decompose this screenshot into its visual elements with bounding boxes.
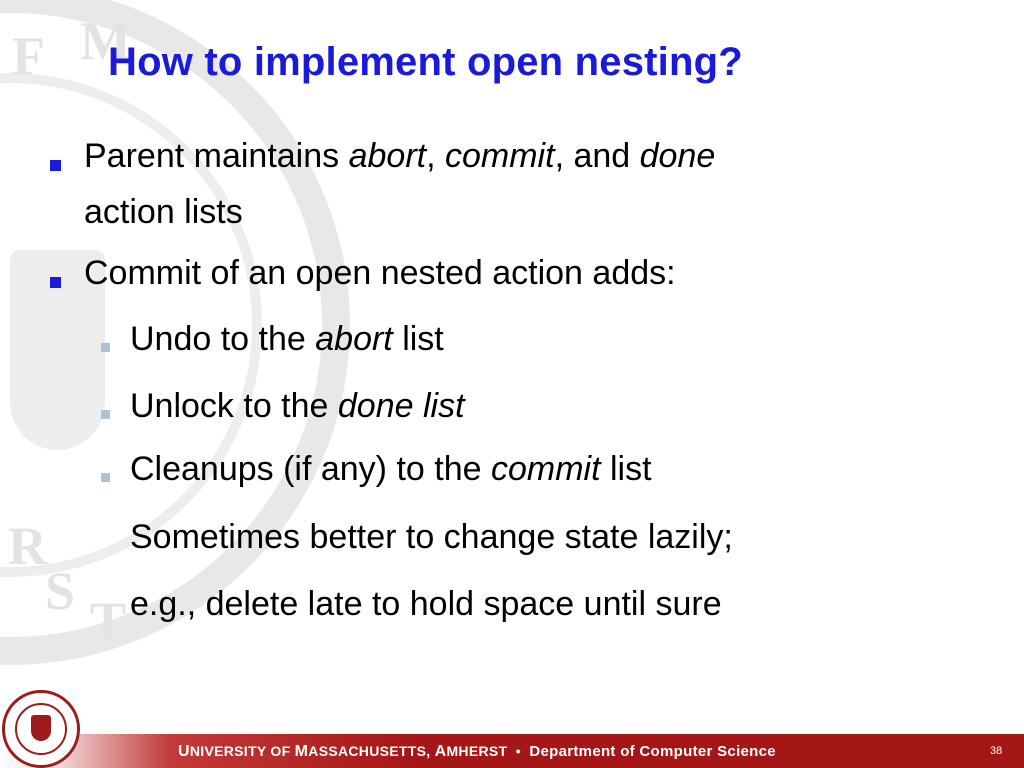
bullet-text-italic: done list xyxy=(337,387,465,425)
footer-text-part: A xyxy=(434,743,447,760)
watermark-letter: S xyxy=(45,561,76,621)
bullet-text: list xyxy=(600,450,652,488)
seal-shield xyxy=(31,715,51,741)
sub-bullet-marker xyxy=(101,410,110,419)
bullet-text: list xyxy=(392,320,444,358)
bullet-text: Commit of an open nested action adds: xyxy=(84,254,676,292)
bullet-text-italic: abort xyxy=(315,320,393,358)
note-line: Sometimes better to change state lazily; xyxy=(130,518,733,556)
footer-separator: • xyxy=(515,743,521,759)
footer-university xyxy=(178,743,776,761)
watermark-letter: T xyxy=(90,591,127,651)
bullet-marker xyxy=(50,160,61,171)
footer-text-part: ASSACHUSETTS, xyxy=(308,743,435,759)
seal-inner-ring xyxy=(15,703,67,755)
page-title: How to implement open nesting? xyxy=(108,40,743,84)
bullet-item xyxy=(84,136,715,176)
bullet-text-italic: abort xyxy=(348,137,427,175)
bullet-item-continuation: action lists xyxy=(84,193,243,231)
bullet-marker xyxy=(50,277,61,288)
footer-department: Department of Computer Science xyxy=(529,743,776,760)
footer-text-part: NIVERSITY OF xyxy=(189,743,295,759)
note-line: e.g., delete late to hold space until sure xyxy=(130,585,722,623)
sub-bullet-item xyxy=(130,319,444,359)
bullet-text: , and xyxy=(554,137,640,175)
sub-bullet-item xyxy=(130,449,652,489)
page-number: 38 xyxy=(990,745,1003,757)
footer-text-part: U xyxy=(178,743,190,760)
bullet-text-italic: done xyxy=(639,137,716,175)
bullet-text: , xyxy=(426,137,445,175)
footer-text-part: MHERST xyxy=(446,743,508,759)
sub-bullet-marker xyxy=(101,343,110,352)
bullet-text: Parent maintains xyxy=(84,137,349,175)
bullet-item xyxy=(84,253,676,293)
watermark-letter: F xyxy=(12,26,45,86)
bullet-text: Cleanups (if any) to the xyxy=(130,450,491,488)
bullet-text-italic: commit xyxy=(490,450,601,488)
bullet-text-italic: commit xyxy=(445,137,555,175)
watermark-letter: R xyxy=(8,516,47,576)
watermark-letter: M xyxy=(80,11,131,71)
umass-seal-icon xyxy=(2,690,80,768)
bullet-text: Undo to the xyxy=(130,320,316,358)
sub-bullet-item xyxy=(130,386,465,426)
footer-text-part: M xyxy=(294,743,309,760)
sub-bullet-marker xyxy=(101,473,110,482)
bullet-text: Unlock to the xyxy=(130,387,338,425)
